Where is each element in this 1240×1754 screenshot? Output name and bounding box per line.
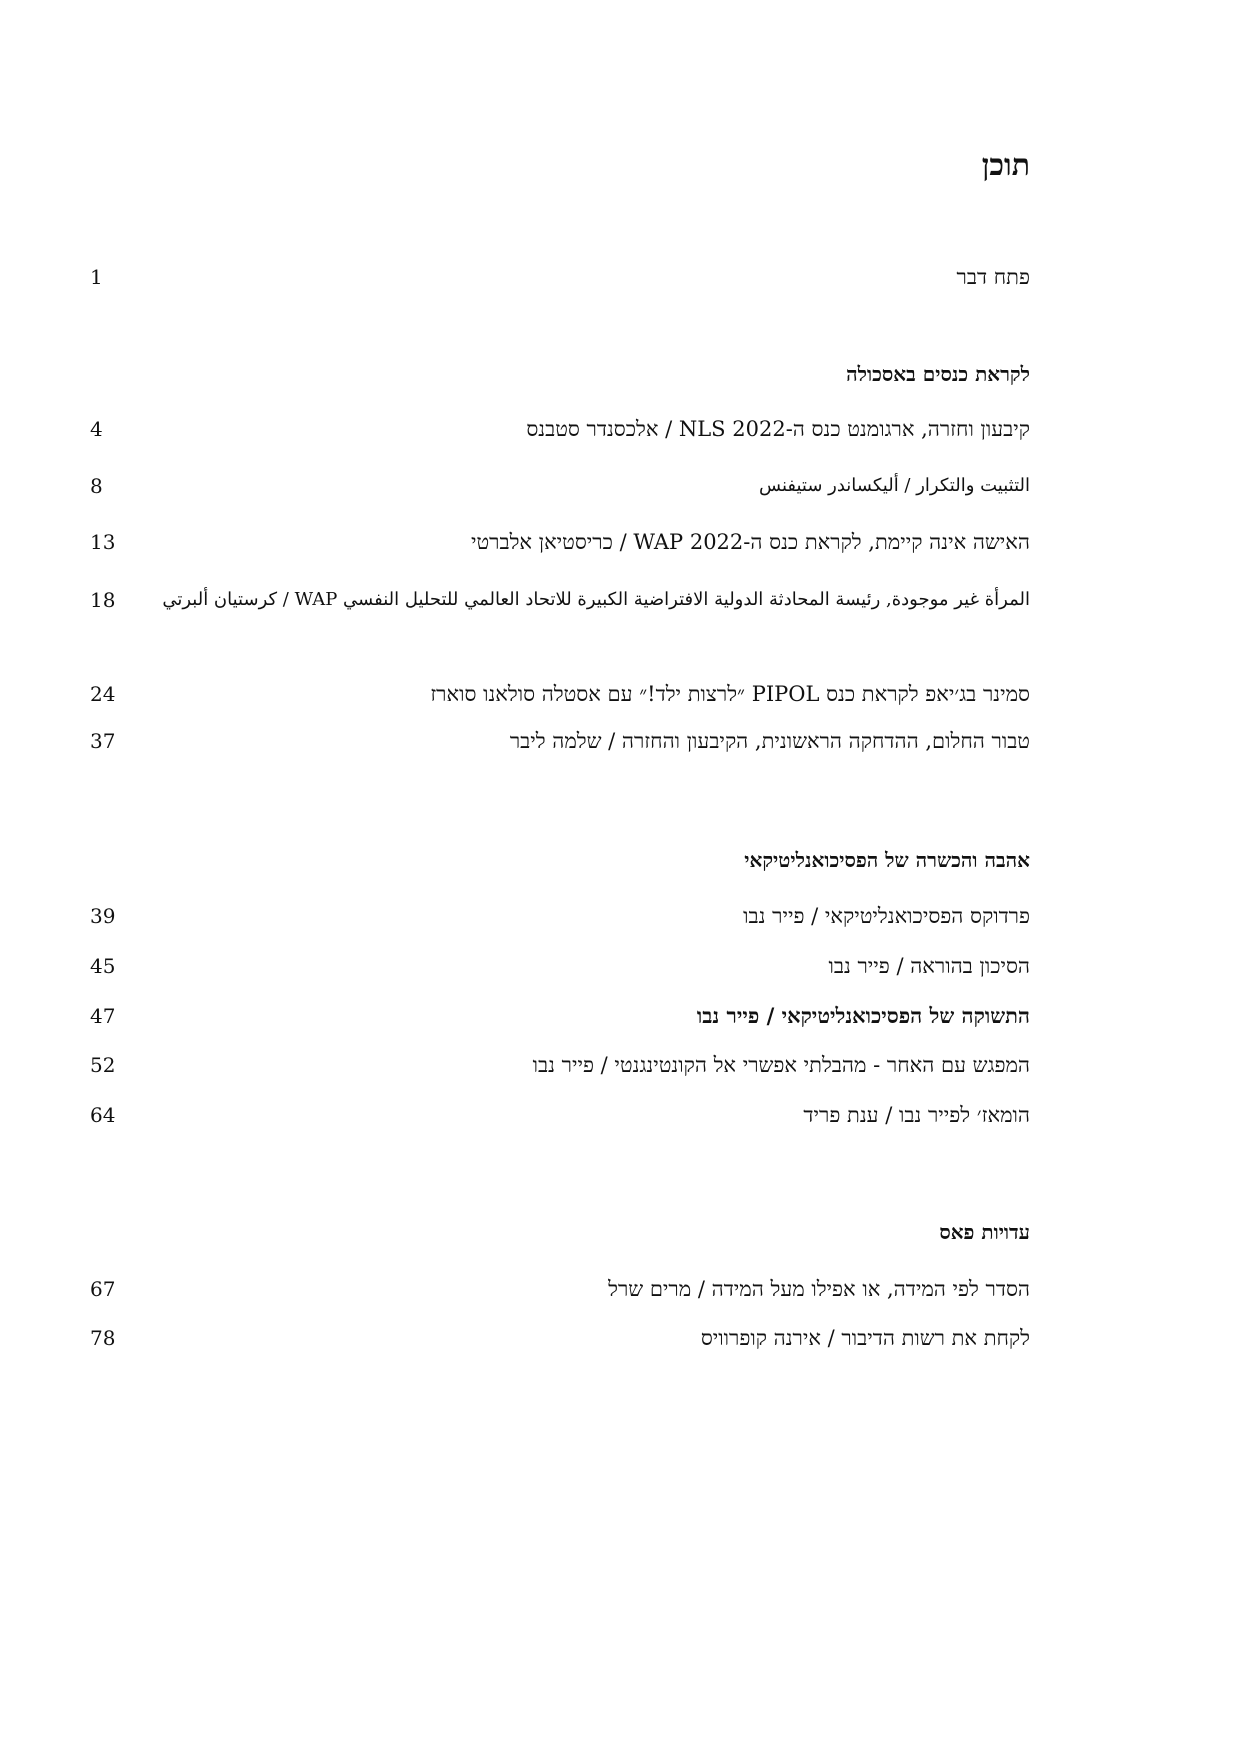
toc-entry[interactable] — [90, 1270, 1030, 1308]
toc-entry-page: 18 — [90, 588, 116, 612]
section-heading-pass-testimonies: עדויות פאס — [939, 1220, 1030, 1244]
toc-entry[interactable] — [90, 410, 1030, 448]
toc-entry[interactable] — [90, 1046, 1030, 1084]
toc-entry[interactable] — [90, 675, 1030, 713]
toc-entry-text: التثبيت والتكرار / أليكساندر ستيفنس — [759, 475, 1030, 496]
toc-entry-page: 47 — [90, 1004, 116, 1028]
toc-entry-page: 39 — [90, 904, 116, 928]
toc-entry[interactable] — [90, 947, 1030, 985]
toc-entry-text: התשוקה של הפסיכואנליטיקאי / פייר נבו — [696, 1003, 1030, 1028]
toc-entry[interactable] — [90, 722, 1030, 760]
toc-entry-page: 13 — [90, 530, 116, 554]
toc-entry-page: 24 — [90, 682, 116, 706]
toc-entry-text: טבור החלום, ההדחקה הראשונית, הקיבעון והחזרה / שלמה ליבר — [509, 729, 1030, 753]
toc-entry-page: 52 — [90, 1053, 116, 1077]
toc-entry[interactable] — [90, 523, 1030, 561]
toc-entry-text: סמינר בג׳יאפ לקראת כנס PIPOL ״לרצות ילד!״ עם אסטלה סולאנו סוארז — [430, 682, 1030, 706]
toc-entry-page: 64 — [90, 1103, 116, 1127]
toc-entry[interactable] — [90, 581, 1030, 619]
toc-entry-text: המפגש עם האחר - מהבלתי אפשרי אל הקונטינגנטי / פייר נבו — [532, 1053, 1030, 1077]
toc-entry[interactable] — [90, 1319, 1030, 1357]
toc-entry-page: 67 — [90, 1277, 116, 1301]
toc-entry-text: פרדוקס הפסיכואנליטיקאי / פייר נבו — [743, 904, 1030, 928]
toc-entry-text: האישה אינה קיימת, לקראת כנס ה-WAP 2022 / כריסטיאן אלברטי — [470, 530, 1030, 554]
section-heading-love-training: אהבה והכשרה של הפסיכואנליטיקאי — [744, 848, 1030, 872]
toc-entry[interactable] — [90, 997, 1030, 1035]
toc-entry-text: المرأة غير موجودة, رئيسة المحادثة الدولية الافتراضية الكبيرة للاتحاد العالمي للتحليل النفسي WAP / كرستيان ألبرتي — [162, 589, 1030, 610]
toc-title: תוכן — [981, 148, 1030, 183]
toc-entry[interactable] — [90, 1096, 1030, 1134]
toc-entry-page: 8 — [90, 474, 103, 498]
toc-entry-text: הומאז׳ לפייר נבו / ענת פריד — [803, 1103, 1030, 1127]
toc-entry-text: הסיכון בהוראה / פייר נבו — [828, 954, 1030, 978]
toc-entry-text: לקחת את רשות הדיבור / אירנה קופרוויס — [700, 1326, 1030, 1350]
toc-entry-text: הסדר לפי המידה, או אפילו מעל המידה / מרים שרל — [608, 1277, 1030, 1301]
toc-entry[interactable] — [90, 897, 1030, 935]
toc-entry-intro[interactable] — [90, 258, 1030, 296]
toc-entry-page: 78 — [90, 1326, 116, 1350]
toc-entry-page: 4 — [90, 417, 103, 441]
toc-entry-text: פתח דבר — [956, 265, 1030, 289]
toc-entry-page: 1 — [90, 265, 103, 289]
toc-entry-text: קיבעון וחזרה, ארגומנט כנס ה-NLS 2022 / אלכסנדר סטבנס — [526, 417, 1030, 441]
toc-entry-page: 45 — [90, 954, 116, 978]
section-heading-conferences: לקראת כנסים באסכולה — [846, 362, 1030, 386]
toc-entry-page: 37 — [90, 729, 116, 753]
toc-entry[interactable] — [90, 467, 1030, 505]
